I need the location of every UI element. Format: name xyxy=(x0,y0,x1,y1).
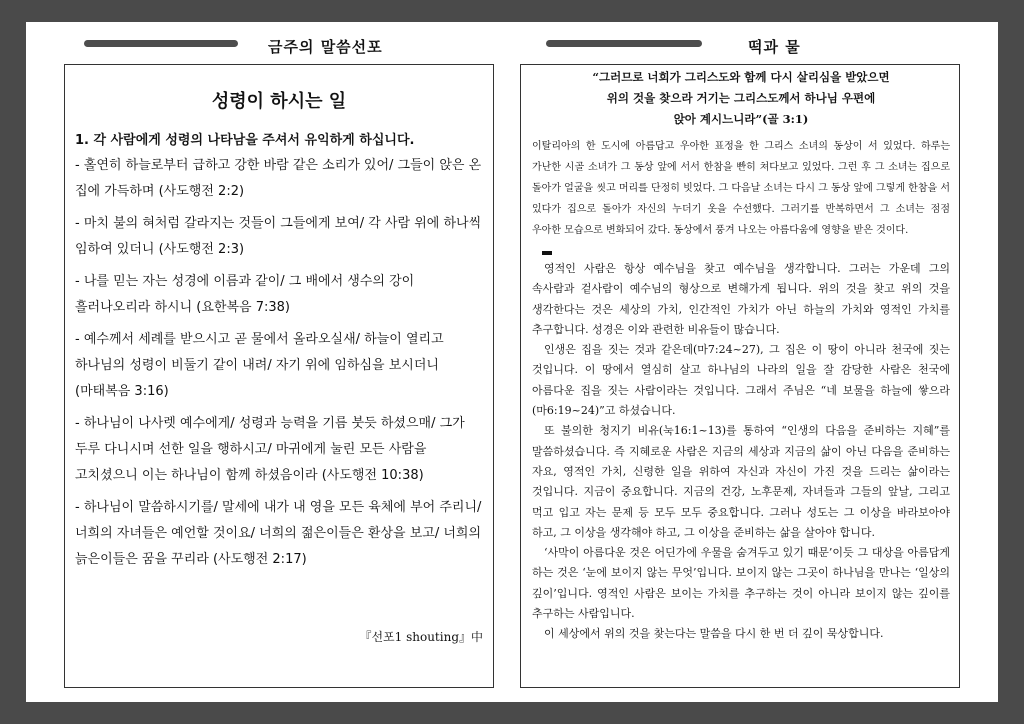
scripture-item: - 홀연히 하늘로부터 급하고 강한 바람 같은 소리가 있어/ 그들이 앉은 온 집에 가득하며 (사도행전 2:2) xyxy=(75,158,482,199)
sermon-source: 『선포1 shouting』中 xyxy=(359,630,483,644)
body-paragraph: 이 세상에서 위의 것을 찾는다는 말씀을 다시 한 번 더 깊이 묵상합니다. xyxy=(544,627,884,641)
right-section-header: 떡과 물 xyxy=(748,38,801,56)
left-header-bar xyxy=(84,40,238,47)
section-marker xyxy=(542,251,552,255)
key-verse-line: 위의 것을 찾으라 거기는 그리스도께서 하나님 우편에 xyxy=(606,91,876,105)
scripture-item: - 예수께서 세례를 받으시고 곧 물에서 올라오실새/ 하늘이 열리고 하나님의 성령이 비둘기 같이 내려/ 자기 위에 임하심을 보시더니 (마태복음 3:16) xyxy=(75,332,444,399)
scripture-item: - 나를 믿는 자는 성경에 이름과 같이/ 그 배에서 생수의 강이 흘러나오리라 하시니 (요한복음 7:38) xyxy=(75,274,415,315)
body-paragraph: 인생은 집을 짓는 것과 같은데(마7:24~27), 그 집은 이 땅이 아니라 천국에 짓는 것입니다. 이 땅에서 열심히 살고 하나님의 나라의 일을 잘 감당한 사람은 천국에 아름다운 집을 짓는 사람이라는 것입니다. 그래서 주님은 “네 보물을 하늘에 쌓으라(마6:19~24)”고 하셨습니다. xyxy=(532,343,950,418)
devotional-body xyxy=(532,259,950,645)
key-verse-line: “그러므로 너희가 그리스도와 함께 다시 살리심을 받았으면 xyxy=(592,70,890,84)
body-paragraph: 또 불의한 청지기 비유(눅16:1~13)를 통하여 “인생의 다음을 준비하는 지혜”를 말씀하셨습니다. 즉 지혜로운 사람은 지금의 세상과 지금의 삶이 아닌 다음을 준비하는 자요, 영적인 가치, 신령한 일을 위하여 자신과 자신이 가진 것을 드리는 삶이라는 것입니다. 지금이 중요합니다. 지금의 건강, 노후문제, 자녀들과 그들의 앞날, 그리고 먹고 입고 자는 문제 등 모두 모두 중요합니다. 그러나 성도는 그 이상을 바라보아야 하고, 그 이상을 생각해야 하고, 그 이상을 준비하는 삶을 살아야 합니다. xyxy=(532,424,950,539)
scripture-item: - 하나님이 나사렛 예수에게/ 성령과 능력을 기름 붓듯 하셨으매/ 그가 두루 다니시며 선한 일을 행하시고/ 마귀에게 눌린 모든 사람을 고치셨으니 이는 하나님이 함께 하셨음이라 (사도행전 10:38) xyxy=(75,416,465,483)
devotional-panel xyxy=(520,64,960,688)
left-section-header: 금주의 말씀선포 xyxy=(268,38,383,56)
sermon-title: 성령이 하시는 일 xyxy=(211,91,347,112)
scripture-item: - 하나님이 말씀하시기를/ 말세에 내가 내 영을 모든 육체에 부어 주리니/ 너희의 자녀들은 예언할 것이요/ 너희의 젊은이들은 환상을 보고/ 너희의 늙은이들은 꿈을 꾸리라 (사도행전 2:17) xyxy=(75,500,482,567)
body-paragraph: ‘사막이 아름다운 것은 어딘가에 우물을 숨겨두고 있기 때문’이듯 그 대상을 아름답게 하는 것은 ‘눈에 보이지 않는 무엇’입니다. 보이지 않는 그곳이 하나님을 만나는 ‘일상의 깊이’입니다. 영적인 사람은 보이는 가치를 추구하는 것이 아니라 보이지 않는 깊이를 추구하는 사람입니다. xyxy=(532,546,950,621)
intro-story: 이탈리아의 한 도시에 아름답고 우아한 표정을 한 그리스 소녀의 동상이 서 있었다. 하루는 가난한 시골 소녀가 그 동상 앞에 서서 한참을 빤히 쳐다보고 있었다. 그런 후 그 소녀는 집으로 돌아가 얼굴을 씻고 머리를 단정히 빗었다. 그 다음날 소녀는 다시 그 동상 앞에 그렇게 한참을 서 있다가 집으로 돌아가 자신의 누더기 옷을 수선했다. 그러기를 반복하면서 그 소녀는 점점 우아한 모습으로 변화되어 갔다. 동상에서 풍겨 나오는 아름다움에 영향을 받은 것이다. xyxy=(532,141,950,236)
right-header-bar xyxy=(546,40,702,47)
body-paragraph: 영적인 사람은 항상 예수님을 찾고 예수님을 생각합니다. 그러는 가운데 그의 속사람과 겉사람이 예수님의 형상으로 변해가게 됩니다. 위의 것을 찾고 위의 것을 생각한다는 것은 세상의 가치, 인간적인 가치가 아닌 하늘의 가치와 영적인 가치를 추구합니다. 성경은 이와 관련한 비유들이 많습니다. xyxy=(532,262,950,336)
scripture-list xyxy=(75,153,483,573)
key-verse-line: 앉아 계시느니라”(골 3:1) xyxy=(673,112,809,126)
bulletin-sheet xyxy=(18,14,1006,710)
key-verse xyxy=(532,67,950,130)
sermon-point: 1. 각 사람에게 성령의 나타남을 주셔서 유익하게 하십니다. xyxy=(75,133,415,148)
scripture-item: - 마치 불의 혀처럼 갈라지는 것들이 그들에게 보여/ 각 사람 위에 하나씩 임하여 있더니 (사도행전 2:3) xyxy=(75,216,482,257)
sermon-panel xyxy=(64,64,494,688)
